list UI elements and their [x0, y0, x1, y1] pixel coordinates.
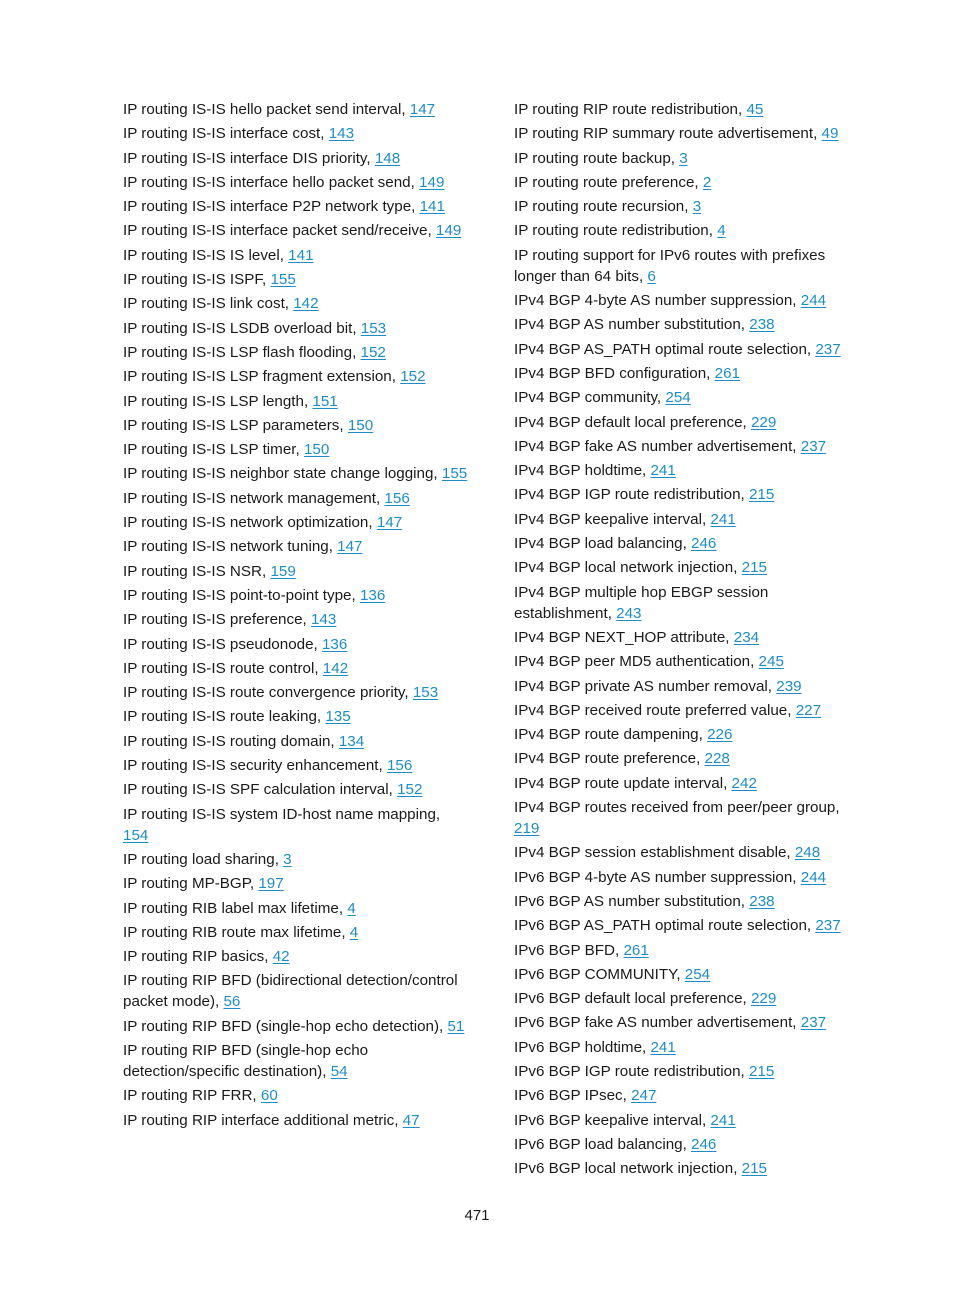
- index-entry: [514, 363, 854, 384]
- index-entry: [123, 245, 468, 266]
- index-entry-text: IP routing RIP BFD (single-hop echo detection),: [123, 1017, 448, 1035]
- page-link[interactable]: 261: [714, 364, 740, 382]
- index-entry: [514, 99, 854, 120]
- page-link[interactable]: 154: [123, 826, 149, 844]
- index-entry-text: IPv4 BGP AS number substitution,: [514, 316, 750, 334]
- index-entry: [514, 148, 854, 169]
- index-entry-text: IPv6 BGP IGP route redistribution,: [514, 1062, 749, 1080]
- index-entry: [514, 748, 854, 769]
- index-entry: [123, 706, 468, 727]
- index-entry: [123, 536, 468, 557]
- index-entry-text: IPv4 BGP route preference,: [514, 750, 705, 768]
- page-link[interactable]: 229: [750, 413, 777, 431]
- page-link[interactable]: 42: [272, 948, 290, 966]
- index-entry-text: IP routing RIP summary route advertisement,: [514, 125, 822, 143]
- page-link[interactable]: 54: [330, 1062, 348, 1080]
- page-link[interactable]: 229: [750, 990, 777, 1008]
- index-entry-text: IP routing IS-IS route control,: [123, 659, 323, 677]
- page-link[interactable]: 197: [258, 875, 284, 893]
- index-entry: [123, 269, 468, 290]
- page-link[interactable]: 246: [691, 1135, 717, 1153]
- page-link[interactable]: 143: [328, 125, 355, 143]
- index-entry: [123, 609, 468, 630]
- page-link[interactable]: 254: [684, 965, 711, 983]
- page-link[interactable]: 238: [749, 892, 775, 910]
- index-entry: [514, 220, 854, 241]
- index-entry: [514, 1134, 854, 1155]
- index-entry-text: IP routing RIP interface additional metric,: [123, 1111, 403, 1129]
- index-entry-text: IP routing RIP basics,: [123, 948, 273, 966]
- index-entry-text: IP routing IS-IS system ID-host name mapping,: [123, 805, 441, 823]
- index-entry-text: IPv6 BGP keepalive interval,: [514, 1111, 711, 1129]
- index-entry-text: IP routing RIP BFD (bidirectional detection/control packet mode),: [123, 972, 458, 1011]
- page-link[interactable]: 150: [347, 416, 374, 434]
- page-link[interactable]: 247: [631, 1087, 657, 1105]
- index-entry: [123, 970, 468, 1012]
- index-entry: [514, 1012, 854, 1033]
- page-link[interactable]: 3: [283, 850, 292, 868]
- index-entry: [123, 755, 468, 776]
- index-entry: [123, 439, 468, 460]
- index-entry: [123, 318, 468, 339]
- index-entry: [514, 964, 854, 985]
- index-entry: [514, 1110, 854, 1131]
- index-entry-text: IP routing IS-IS SPF calculation interval,: [123, 781, 398, 799]
- index-entry-text: IPv4 BGP session establishment disable,: [514, 844, 795, 862]
- index-entry: [123, 512, 468, 533]
- index-entry: [123, 561, 468, 582]
- index-entry-text: IP routing IS-IS LSP fragment extension,: [123, 368, 401, 386]
- page-link[interactable]: 237: [800, 1014, 827, 1032]
- index-entry: [123, 898, 468, 919]
- index-entry: [123, 463, 468, 484]
- page-link[interactable]: 215: [741, 1160, 767, 1178]
- index-entry-text: IPv6 BGP default local preference,: [514, 990, 751, 1008]
- index-entry-text: IP routing IS-IS interface cost,: [123, 125, 329, 143]
- index-entry: [514, 1061, 854, 1082]
- index-entry-text: IP routing IS-IS route convergence priority,: [123, 684, 413, 702]
- page-link[interactable]: 56: [223, 993, 241, 1011]
- index-entry-text: IP routing route preference,: [514, 173, 703, 191]
- index-entry: [514, 724, 854, 745]
- page-link[interactable]: 4: [349, 923, 359, 941]
- page-link[interactable]: 246: [691, 535, 717, 553]
- page-link[interactable]: 147: [409, 101, 436, 118]
- index-entry: [514, 245, 854, 287]
- index-entry-text: IP routing IS-IS LSP flash flooding,: [123, 343, 361, 361]
- index-entry: [514, 915, 854, 936]
- index-entry-text: IPv4 BGP peer MD5 authentication,: [514, 653, 759, 671]
- page-link[interactable]: 244: [800, 868, 827, 886]
- page-link[interactable]: 248: [794, 844, 821, 862]
- index-entry: [123, 849, 468, 870]
- page-link[interactable]: 155: [270, 271, 296, 289]
- index-entry: [514, 627, 854, 648]
- index-entry: [514, 314, 854, 335]
- index-entry-text: IP routing IS-IS LSP parameters,: [123, 416, 348, 434]
- index-entry-text: IP routing IS-IS interface packet send/receive,: [123, 222, 436, 240]
- page-link[interactable]: 6: [647, 267, 656, 285]
- index-entry-text: IP routing RIP route redistribution,: [514, 101, 747, 118]
- index-entry-text: IP routing IS-IS security enhancement,: [123, 757, 387, 775]
- page-link[interactable]: 153: [360, 319, 387, 337]
- index-entry-text: IP routing RIP FRR,: [123, 1087, 261, 1105]
- index-entry: [123, 148, 468, 169]
- index-entry-text: IP routing IS-IS interface DIS priority,: [123, 149, 375, 167]
- index-entry: [514, 867, 854, 888]
- page-link[interactable]: 151: [312, 392, 338, 410]
- index-entry: [514, 387, 854, 408]
- page-link[interactable]: 2: [702, 173, 712, 191]
- page-link[interactable]: 156: [384, 489, 410, 507]
- page-link[interactable]: 239: [776, 677, 802, 695]
- page-link[interactable]: 261: [623, 941, 649, 959]
- index-entry-text: IP routing RIP BFD (single-hop echo detection/specific destination),: [123, 1041, 369, 1080]
- index-entry: [123, 1110, 468, 1131]
- index-entry: [123, 873, 468, 894]
- index-entry-text: IP routing IS-IS network tuning,: [123, 538, 338, 556]
- index-entry: [514, 339, 854, 360]
- page-link[interactable]: 228: [704, 750, 730, 768]
- index-entry-text: IPv6 BGP AS_PATH optimal route selection,: [514, 917, 816, 935]
- page-link[interactable]: 143: [310, 611, 337, 629]
- index-entry: [514, 557, 854, 578]
- index-entry: [123, 488, 468, 509]
- index-entry-text: IPv4 BGP 4-byte AS number suppression,: [514, 292, 801, 310]
- index-entry: [123, 293, 468, 314]
- index-entry: [123, 220, 468, 241]
- page-link[interactable]: 148: [374, 149, 401, 167]
- index-entry-text: IP routing RIB route max lifetime,: [123, 923, 350, 941]
- index-entry: [123, 585, 468, 606]
- index-entry: [514, 196, 854, 217]
- index-entry-text: IP routing RIB label max lifetime,: [123, 899, 348, 917]
- index-entry-text: IPv4 BGP routes received from peer/peer group,: [514, 799, 840, 817]
- index-entry: [123, 804, 468, 846]
- index-entry-text: IP routing IS-IS preference,: [123, 611, 311, 629]
- index-entry: [514, 651, 854, 672]
- page-link[interactable]: 49: [821, 125, 839, 143]
- index-entry-text: IPv4 BGP fake AS number advertisement,: [514, 437, 801, 455]
- index-entry-text: IP routing route backup,: [514, 149, 680, 167]
- page-link[interactable]: 136: [359, 586, 386, 604]
- page-link[interactable]: 254: [665, 389, 691, 407]
- page-link[interactable]: 226: [707, 726, 733, 744]
- index-entry: [123, 731, 468, 752]
- page-link[interactable]: 241: [710, 510, 736, 528]
- index-entry: [514, 582, 854, 624]
- index-entry: [514, 412, 854, 433]
- index-entry-text: IPv4 BGP BFD configuration,: [514, 364, 715, 382]
- index-entry: [123, 922, 468, 943]
- index-entry-text: IPv6 BGP load balancing,: [514, 1135, 692, 1153]
- page-link[interactable]: 141: [419, 198, 445, 216]
- page-link[interactable]: 142: [293, 295, 319, 313]
- index-entry: [514, 460, 854, 481]
- index-entry-text: IP routing IS-IS neighbor state change logging,: [123, 465, 442, 483]
- page-link[interactable]: 241: [650, 1038, 676, 1056]
- page-link[interactable]: 4: [347, 899, 356, 917]
- index-entry-text: IP routing IS-IS pseudonode,: [123, 635, 322, 653]
- page-link[interactable]: 243: [616, 604, 642, 622]
- index-entry-text: IPv4 BGP holdtime,: [514, 462, 651, 480]
- page-link[interactable]: 237: [815, 917, 841, 935]
- page-link[interactable]: 135: [325, 708, 351, 726]
- page-link[interactable]: 147: [376, 514, 403, 532]
- index-entry: [514, 700, 854, 721]
- index-entry-text: IPv4 BGP multiple hop EBGP session establishment,: [514, 583, 769, 622]
- index-entry: [514, 123, 854, 144]
- page-link[interactable]: 242: [731, 774, 757, 792]
- index-entry: [514, 436, 854, 457]
- index-entry-text: IPv6 BGP COMMUNITY,: [514, 965, 685, 983]
- index-entry: [123, 1040, 468, 1082]
- index-entry-text: IPv4 BGP private AS number removal,: [514, 677, 777, 695]
- index-entry-text: IP routing route redistribution,: [514, 222, 718, 240]
- index-entry-text: IPv4 BGP IGP route redistribution,: [514, 486, 749, 504]
- page-link[interactable]: 241: [650, 462, 676, 480]
- index-entry: [514, 1158, 854, 1179]
- index-entry: [514, 509, 854, 530]
- index-entry: [514, 676, 854, 697]
- index-entry-text: IP routing IS-IS LSP length,: [123, 392, 313, 410]
- index-entry: [514, 172, 854, 193]
- index-entry-text: IP routing IS-IS interface P2P network type,: [123, 198, 420, 216]
- index-entry: [123, 634, 468, 655]
- page-link[interactable]: 152: [360, 343, 386, 361]
- page-link[interactable]: 234: [733, 628, 760, 646]
- page-link[interactable]: 244: [800, 292, 827, 310]
- index-entry: [514, 891, 854, 912]
- index-entry: [514, 484, 854, 505]
- index-entry-text: IPv4 BGP community,: [514, 389, 666, 407]
- index-entry-text: IPv6 BGP AS number substitution,: [514, 892, 750, 910]
- page-link[interactable]: 60: [260, 1087, 278, 1105]
- index-entry-text: IP routing IS-IS point-to-point type,: [123, 586, 360, 604]
- index-entry-text: IP routing load sharing,: [123, 850, 284, 868]
- index-entry: [123, 658, 468, 679]
- page-link[interactable]: 215: [748, 1062, 775, 1080]
- page-link[interactable]: 150: [303, 441, 330, 459]
- index-entry-text: IP routing IS-IS link cost,: [123, 295, 294, 313]
- index-entry-text: IPv4 BGP default local preference,: [514, 413, 751, 431]
- index-entry: [123, 946, 468, 967]
- index-entry: [123, 123, 468, 144]
- index-entry: [514, 290, 854, 311]
- page-link[interactable]: 141: [288, 246, 314, 264]
- index-entry: [123, 99, 468, 120]
- index-entry: [514, 797, 854, 839]
- page-link[interactable]: 245: [758, 653, 784, 671]
- index-entry-text: IP routing IS-IS network optimization,: [123, 514, 377, 532]
- page-link[interactable]: 149: [419, 173, 445, 191]
- index-entry-text: IP routing IS-IS LSDB overload bit,: [123, 319, 361, 337]
- index-entry-text: IP routing route recursion,: [514, 198, 693, 216]
- page-link[interactable]: 237: [815, 340, 841, 358]
- index-entry: [123, 415, 468, 436]
- page-number: 471: [464, 1207, 490, 1224]
- page-link[interactable]: 3: [679, 149, 688, 167]
- index-entry: [514, 842, 854, 863]
- page-link[interactable]: 238: [749, 316, 775, 334]
- index-entry-text: IPv6 BGP 4-byte AS number suppression,: [514, 868, 801, 886]
- index-entry-text: IPv4 BGP received route preferred value,: [514, 701, 796, 719]
- index-entry: [123, 172, 468, 193]
- page-link[interactable]: 3: [692, 198, 702, 216]
- index-entry: [123, 366, 468, 387]
- page-link[interactable]: 241: [710, 1111, 736, 1129]
- index-entry: [514, 773, 854, 794]
- page-link[interactable]: 215: [748, 486, 775, 504]
- page-link[interactable]: 152: [397, 781, 423, 799]
- page-link[interactable]: 51: [447, 1017, 465, 1035]
- index-entry-text: IPv4 BGP AS_PATH optimal route selection,: [514, 340, 816, 358]
- index-entry-text: IP routing IS-IS network management,: [123, 489, 385, 507]
- index-entry: [123, 1016, 468, 1037]
- index-entry-text: IPv6 BGP local network injection,: [514, 1160, 742, 1178]
- page-link[interactable]: 215: [741, 559, 767, 577]
- page-link[interactable]: 136: [321, 635, 348, 653]
- index-entry-text: IP routing IS-IS interface hello packet send,: [123, 173, 420, 191]
- index-entry-text: IPv6 BGP fake AS number advertisement,: [514, 1014, 801, 1032]
- page-link[interactable]: 159: [270, 562, 296, 580]
- index-entry: [514, 533, 854, 554]
- index-entry-text: IPv4 BGP keepalive interval,: [514, 510, 711, 528]
- index-entry-text: IPv4 BGP NEXT_HOP attribute,: [514, 628, 734, 646]
- index-entry-text: IP routing MP-BGP,: [123, 875, 259, 893]
- index-entry-text: IP routing IS-IS ISPF,: [123, 271, 271, 289]
- index-entry-text: IP routing IS-IS IS level,: [123, 246, 289, 264]
- page-link[interactable]: 134: [338, 732, 365, 750]
- index-entry: [514, 988, 854, 1009]
- index-entry-text: IPv4 BGP local network injection,: [514, 559, 742, 577]
- index-entry-text: IP routing IS-IS LSP timer,: [123, 441, 304, 459]
- index-entry-text: IPv4 BGP route update interval,: [514, 774, 732, 792]
- index-entry-text: IP routing IS-IS NSR,: [123, 562, 271, 580]
- page-link[interactable]: 147: [337, 538, 363, 556]
- page-link[interactable]: 152: [400, 368, 426, 386]
- page-link[interactable]: 4: [717, 222, 726, 240]
- index-entry: [123, 1085, 468, 1106]
- index-column-right: [514, 99, 854, 1182]
- index-entry-text: IPv6 BGP holdtime,: [514, 1038, 651, 1056]
- index-column-left: [123, 99, 468, 1134]
- index-entry-text: IPv6 BGP IPsec,: [514, 1087, 632, 1105]
- index-entry-text: IP routing IS-IS hello packet send interval,: [123, 101, 410, 118]
- index-entry-text: IPv4 BGP load balancing,: [514, 535, 692, 553]
- page-link[interactable]: 153: [412, 684, 439, 702]
- page-link[interactable]: 227: [795, 701, 822, 719]
- page-link[interactable]: 45: [746, 101, 764, 118]
- index-entry: [123, 779, 468, 800]
- index-entry-text: IP routing IS-IS route leaking,: [123, 708, 326, 726]
- index-entry: [514, 940, 854, 961]
- index-entry: [123, 342, 468, 363]
- index-entry: [123, 682, 468, 703]
- page-link[interactable]: 149: [435, 222, 462, 240]
- page-link[interactable]: 155: [441, 465, 468, 483]
- index-entry: [514, 1037, 854, 1058]
- index-entry: [514, 1085, 854, 1106]
- index-entry: [123, 391, 468, 412]
- page-link[interactable]: 237: [800, 437, 827, 455]
- index-entry-text: IPv4 BGP route dampening,: [514, 726, 708, 744]
- index-entry-text: IPv6 BGP BFD,: [514, 941, 624, 959]
- index-entry-text: IP routing IS-IS routing domain,: [123, 732, 339, 750]
- page-link[interactable]: 219: [514, 820, 540, 838]
- page-link[interactable]: 47: [402, 1111, 420, 1129]
- index-entry-text: IP routing support for IPv6 routes with prefixes longer than 64 bits,: [514, 246, 826, 285]
- page-link[interactable]: 142: [322, 659, 349, 677]
- page-link[interactable]: 156: [386, 757, 413, 775]
- index-entry: [123, 196, 468, 217]
